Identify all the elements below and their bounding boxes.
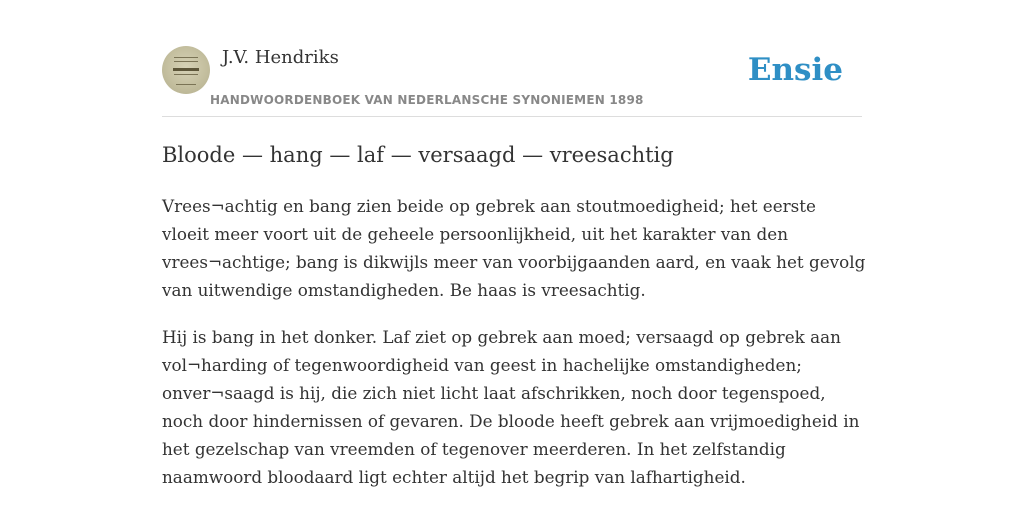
- paragraph-line: vloeit meer voort uit de geheele persoonlijkheid, uit het karakter van den: [162, 224, 789, 244]
- source-title[interactable]: HANDWOORDENBOEK VAN NEDERLANSCHE SYNONIEMEN 1898: [210, 93, 644, 107]
- entry-title: Bloode — hang — laf — versaagd — vreesachtig: [162, 143, 674, 167]
- paragraph-line: noch door hindernissen of gevaren. De bloode heeft gebrek aan vrijmoedigheid in: [162, 411, 860, 431]
- author-name[interactable]: J.V. Hendriks: [222, 47, 339, 68]
- cover-line: [174, 61, 198, 62]
- header: [162, 0, 862, 117]
- paragraph-line: Vrees¬achtig en bang zien beide op gebrek aan stoutmoedigheid; het eerste: [162, 196, 816, 216]
- cover-line: [174, 74, 198, 75]
- entry-paragraph-1: [162, 192, 872, 304]
- ensie-logo[interactable]: Ensie: [747, 52, 843, 88]
- paragraph-line: Hij is bang in het donker. Laf ziet op gebrek aan moed; versaagd op gebrek aan: [162, 327, 841, 347]
- cover-line: [176, 84, 196, 85]
- paragraph-line: vrees¬achtige; bang is dikwijls meer van voorbijgaanden aard, en vaak het gevolg: [162, 252, 866, 272]
- entry-paragraph-2: [162, 323, 872, 491]
- paragraph-line: het gezelschap van vreemden of tegenover meerderen. In het zelfstandig: [162, 439, 786, 459]
- paragraph-line: onver¬saagd is hij, die zich niet licht laat afschrikken, noch door tegenspoed,: [162, 383, 826, 403]
- paragraph-line: naamwoord bloodaard ligt echter altijd het begrip van lafhartigheid.: [162, 467, 746, 487]
- book-cover-avatar[interactable]: [162, 46, 210, 94]
- cover-title-line: [173, 68, 199, 71]
- paragraph-line: vol¬harding of tegenwoordigheid van geest in hachelijke omstandigheden;: [162, 355, 802, 375]
- paragraph-line: van uitwendige omstandigheden. Be haas is vreesachtig.: [162, 280, 646, 300]
- cover-line: [174, 57, 198, 58]
